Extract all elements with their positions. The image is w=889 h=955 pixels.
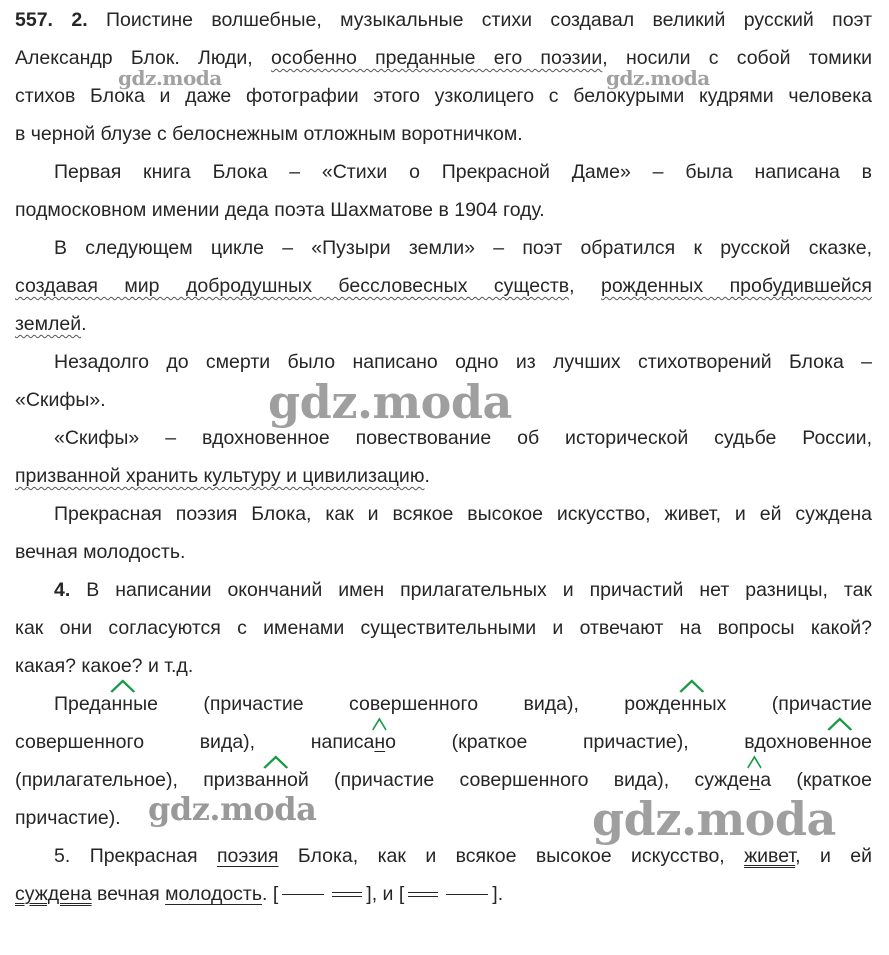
text-run: ые (133, 693, 158, 715)
text-run: вечная молодость. (15, 541, 186, 563)
participial-phrase: призванной хранить культуру и цивилизацию (15, 465, 425, 487)
text-run: . [ (262, 883, 279, 905)
watermark-logo: gdz.moda (148, 790, 317, 828)
text-run: н (374, 731, 386, 753)
text-run: призва (203, 769, 266, 791)
paragraph-6-line-1 (54, 501, 872, 527)
subject-underline: молодость (165, 883, 263, 905)
text-run: ых (702, 693, 727, 715)
text-run: «Скифы» – вдохновенное повествование об исторической судьбе России, (54, 427, 872, 449)
text-run: подмосковном имении деда поэта Шахматове в 1904 году. (15, 199, 545, 221)
task-5-number: 5. (54, 845, 71, 867)
text-run: написа (310, 731, 375, 753)
paragraph-4-line-1 (54, 349, 872, 375)
text-run: «Скифы». (15, 389, 106, 411)
paragraph-1-line-1 (15, 7, 872, 33)
suffix-arc-icon (679, 679, 705, 693)
paragraph-6-line-2 (15, 539, 872, 565)
paragraph-9-line-2 (15, 881, 872, 907)
paragraph-1-line-4 (15, 121, 872, 147)
paragraph-5-line-1 (54, 425, 872, 451)
text-run: о (385, 731, 397, 753)
text-run: Преда (54, 693, 112, 715)
paragraph-1-line-3 (15, 83, 872, 109)
participial-phrase: особенно преданные его поэзии (271, 47, 603, 69)
text-run: вида), (523, 693, 579, 715)
suffix-mark (374, 729, 385, 755)
paragraph-3-line-2 (15, 273, 872, 299)
text-run: нн (111, 693, 134, 715)
text-run: (прилагательное), (15, 769, 178, 791)
text-run: вида), (199, 731, 256, 753)
text-run: Поистине волшебные, музыкальные стихи создавал великий русский поэт (106, 9, 872, 31)
text-run: Первая книга Блока – «Стихи о Прекрасной Даме» – была написана в (54, 161, 872, 183)
paragraph-2-line-2 (15, 197, 872, 223)
predicate-underline: живет (744, 845, 796, 867)
suffix-arc-icon (372, 717, 387, 731)
participial-phrase: рожденных пробудившейся (601, 275, 872, 297)
text-run: совершенного (349, 693, 479, 715)
text-run: (причастие совершенного вида), (334, 769, 670, 791)
text-run: а (760, 769, 772, 791)
word-suzhdena (694, 769, 771, 791)
suffix-arc-icon (110, 679, 136, 693)
suffix-mark (829, 729, 851, 755)
word-vdohnovennoe (744, 731, 872, 753)
suffix-arc-icon (827, 717, 853, 731)
text-run: в черной блузе с белоснежным отложным воротничком. (15, 123, 523, 145)
text-run: стихов Блока и даже фотографии этого узколицего с белокурыми кудрями человека (15, 85, 872, 107)
paragraph-5-line-2 (15, 463, 872, 489)
paragraph-7-line-3 (15, 653, 872, 679)
watermark-logo: gdz.moda (592, 792, 836, 846)
subject-dash-symbol (446, 894, 488, 895)
paragraph-4-line-2 (15, 387, 872, 413)
suffix-mark (749, 767, 760, 793)
task-4-number: 4. (54, 579, 71, 601)
watermark-logo: gdz.moda (606, 66, 710, 90)
word-predannye (54, 693, 158, 715)
text-run: ой (286, 769, 309, 791)
text-run: сужде (694, 769, 750, 791)
suffix-mark (681, 691, 703, 717)
text-run: Прекрасная поэзия Блока, как и всякое высокое искусство, живет, и ей суждена (54, 503, 872, 525)
text-run: . (81, 313, 87, 335)
text-run: вдохнове (744, 731, 829, 753)
subject-underline: поэзия (216, 845, 279, 867)
suffix-arc-icon (747, 755, 762, 769)
text-run: нн (828, 731, 851, 753)
text-run: (краткое (451, 731, 528, 753)
paragraph-7-line-1 (54, 577, 872, 603)
paragraph-2-line-1 (54, 159, 872, 185)
text-run: нн (681, 693, 703, 715)
text-run: ], и [ (366, 883, 405, 905)
exercise-number: 557. (15, 9, 53, 31)
text-run: Прекрасная (89, 845, 198, 867)
participial-phrase-end: землей (15, 313, 82, 335)
text-run: н (749, 769, 761, 791)
text-run: рожде (624, 693, 682, 715)
paragraph-3-line-3 (15, 311, 872, 337)
subject-dash-symbol (282, 894, 324, 895)
text-run: , и ей (795, 845, 873, 867)
text-run: причастие). (15, 807, 121, 829)
gerund-phrase: создавая мир добродушных бессловесных существ (15, 275, 570, 297)
text-run: ое (850, 731, 873, 753)
text-run: Незадолго до смерти было написано одно из лучших стихотворений Блока – (54, 351, 872, 373)
suffix-mark (265, 767, 287, 793)
watermark-logo: gdz.moda (268, 375, 512, 429)
paragraph-1-line-2 (15, 45, 872, 71)
predicate-underline: суждена (15, 883, 92, 905)
paragraph-8-line-3 (15, 767, 872, 793)
word-napisano (311, 731, 396, 753)
text-run: Блока, как и всякое высокое искусство, (297, 845, 725, 867)
task-2-number: 2. (71, 9, 88, 31)
suffix-arc-icon (263, 755, 289, 769)
text-run: , носили с собой томики (602, 47, 872, 69)
text-run: вечная (97, 883, 160, 905)
text-run: (причастие (203, 693, 304, 715)
predicate-double-dash-symbol (332, 892, 362, 897)
paragraph-7-line-2 (15, 615, 872, 641)
text-run: (краткое (796, 769, 873, 791)
paragraph-8-line-1 (54, 691, 872, 717)
text-run: ]. (492, 883, 504, 905)
text-run: , (569, 275, 602, 297)
word-prizvannoy (203, 769, 309, 791)
paragraph-3-line-1 (54, 235, 872, 261)
text-run: . (424, 465, 430, 487)
word-rozhdennyh (624, 693, 726, 715)
text-run: В следующем цикле – «Пузыри земли» – поэт обратился к русской сказке, (54, 237, 872, 259)
text-run: В написании окончаний имен прилагательных и причастий нет разницы, так (86, 579, 872, 601)
predicate-double-dash-symbol (408, 892, 438, 897)
text-run: как они согласуются с именами существительными и отвечают на вопросы какой? (15, 617, 872, 639)
text-run: нн (265, 769, 287, 791)
text-run: совершенного (15, 731, 145, 753)
paragraph-8-line-2 (15, 729, 872, 755)
watermark-logo: gdz.moda (118, 66, 222, 90)
paragraph-8-line-4 (15, 805, 872, 831)
paragraph-9-line-1 (54, 843, 872, 869)
text-run: какая? какое? и т.д. (15, 655, 194, 677)
text-run: причастие), (582, 731, 689, 753)
text-run: Александр Блок. Люди, (15, 47, 253, 69)
suffix-mark (112, 691, 134, 717)
text-run: (причастие (771, 693, 872, 715)
